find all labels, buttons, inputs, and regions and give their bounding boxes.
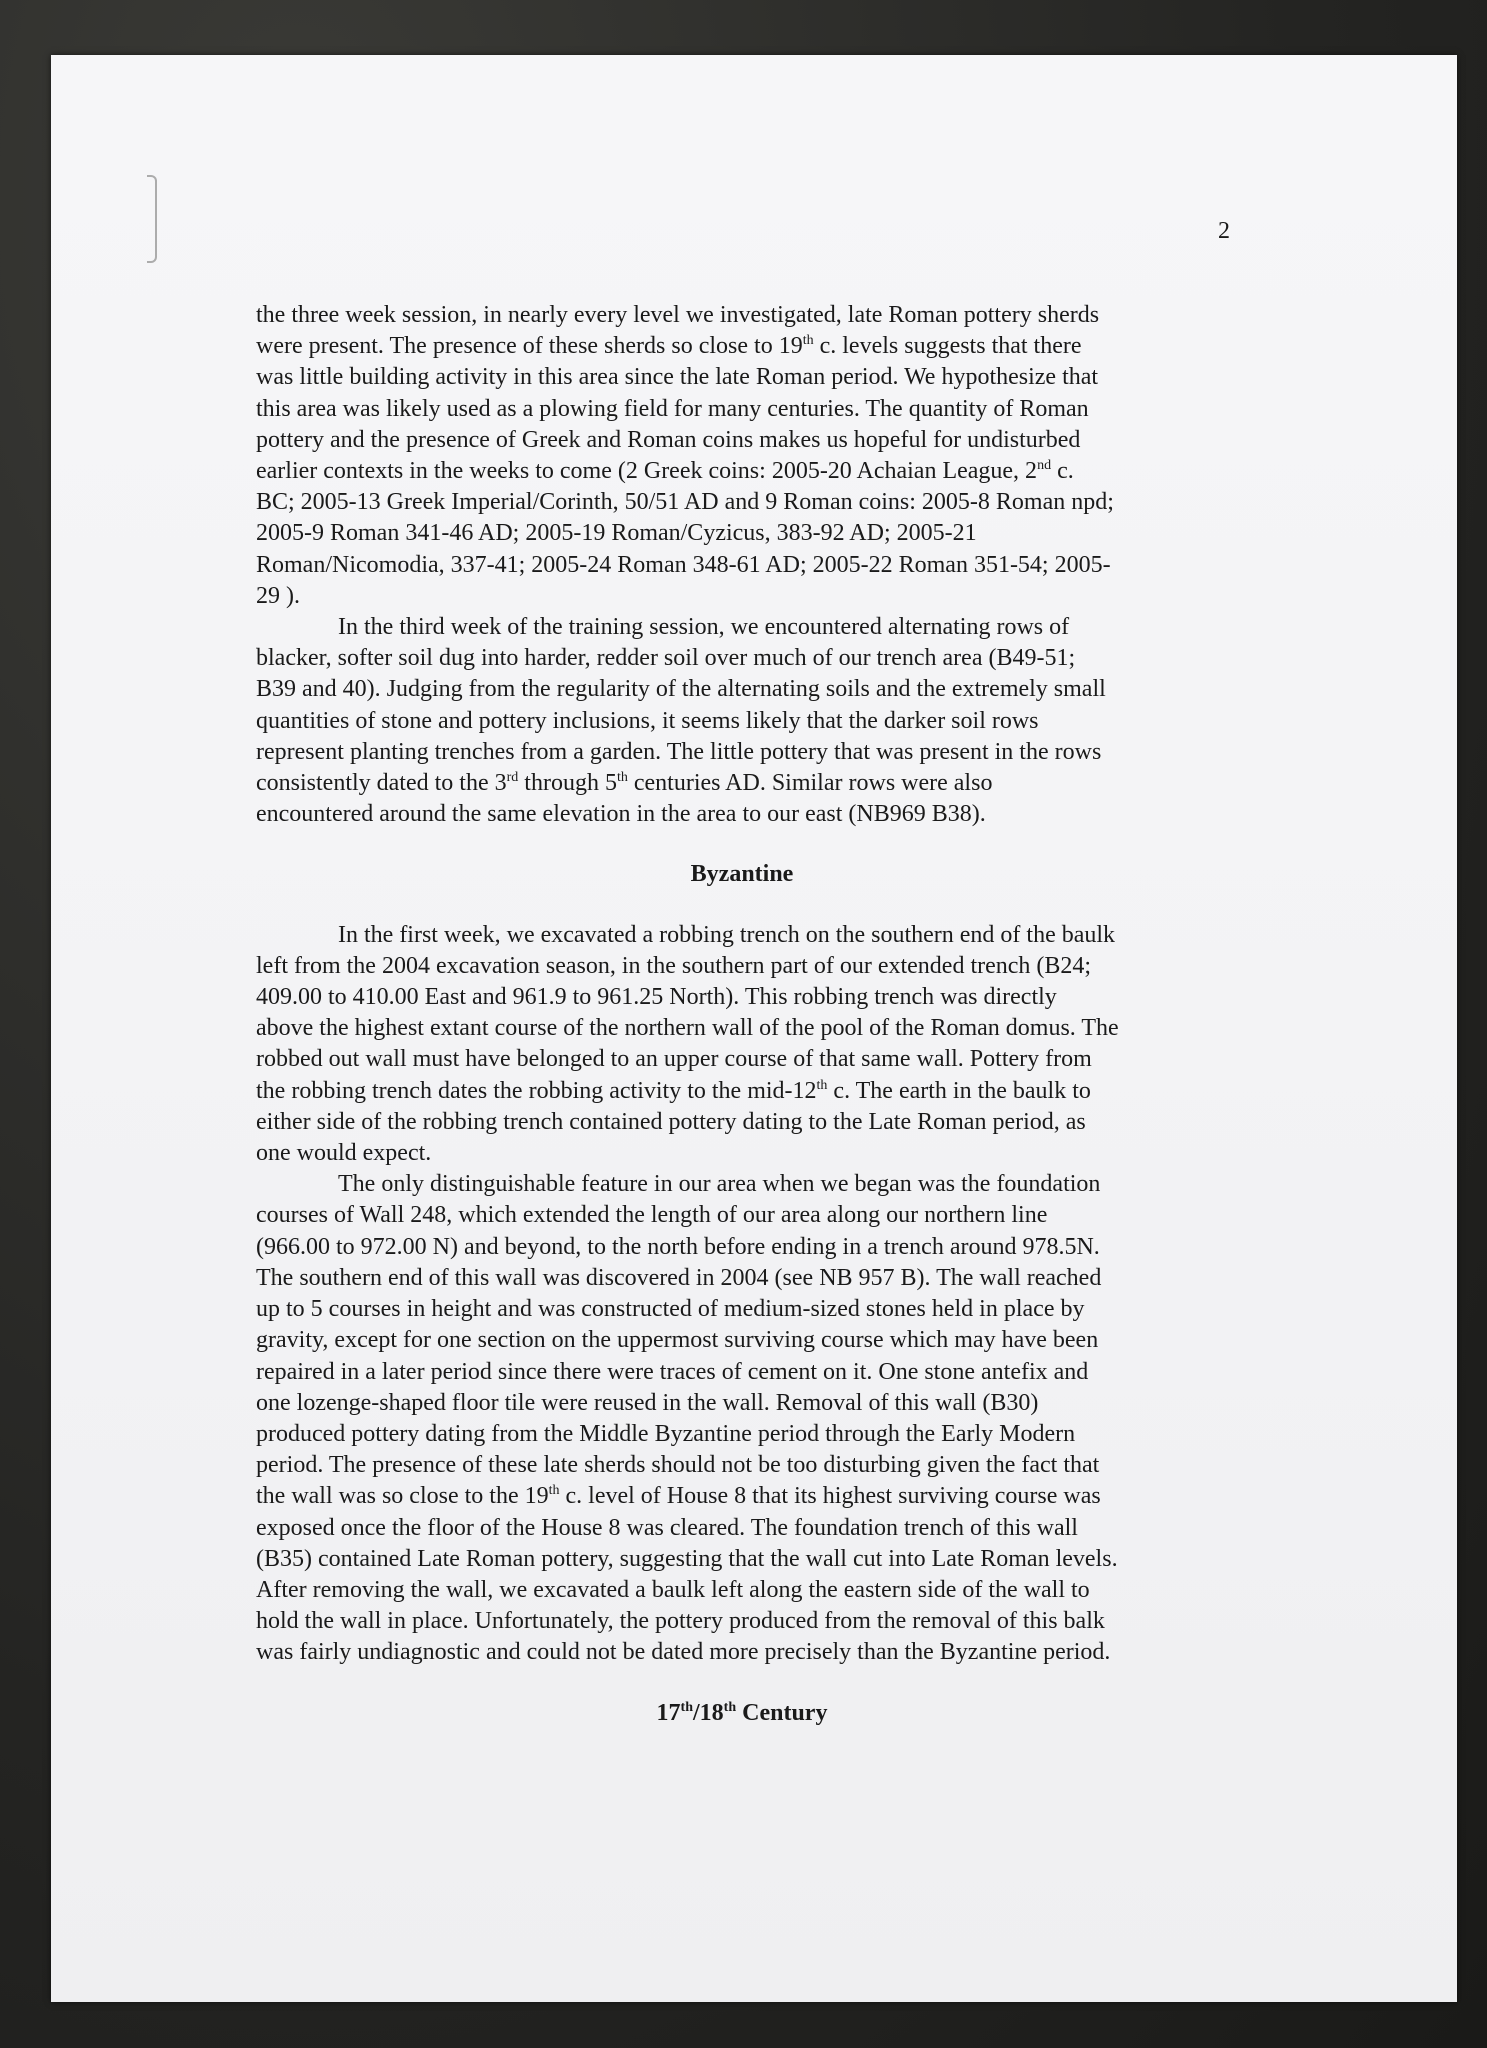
paragraph-roman-continued <box>256 300 1228 612</box>
text-line: B39 and 40). Judging from the regularity of the alternating soils and the extremely small <box>256 676 1106 703</box>
text-line: one lozenge-shaped floor tile were reused in the wall. Removal of this wall (B30) <box>256 1389 1039 1416</box>
text-line: hold the wall in place. Unfortunately, the pottery produced from the removal of this balk <box>256 1608 1105 1635</box>
text-line: period. The presence of these late sherds should not be too disturbing given the fact that <box>256 1452 1100 1479</box>
text-line: was little building activity in this area since the late Roman period. We hypothesize that <box>256 364 1099 391</box>
text-line: left from the 2004 excavation season, in the southern part of our extended trench (B24; <box>256 952 1092 979</box>
text-line: either side of the robbing trench contained pottery dating to the Late Roman period, as <box>256 1108 1086 1135</box>
text-line: encountered around the same elevation in the area to our east (NB969 B38). <box>256 801 986 828</box>
text-line: exposed once the floor of the House 8 was cleared. The foundation trench of this wall <box>256 1514 1078 1541</box>
text-line: pottery and the presence of Greek and Roman coins makes us hopeful for undisturbed <box>256 426 1081 453</box>
text-line: this area was likely used as a plowing field for many centuries. The quantity of Roman <box>256 395 1089 422</box>
text-line: robbed out wall must have belonged to an upper course of that same wall. Pottery from <box>256 1046 1092 1073</box>
text-line: the three week session, in nearly every level we investigated, late Roman pottery sherds <box>256 302 1100 328</box>
text-line: above the highest extant course of the northern wall of the pool of the Roman domus. The <box>256 1015 1119 1042</box>
text-line: the wall was so close to the 19th c. level of House 8 that its highest surviving course was <box>256 1483 1101 1510</box>
text-line: were present. The presence of these sherds so close to 19th c. levels suggests that there <box>256 333 1082 360</box>
text-line: the robbing trench dates the robbing activity to the mid-12th c. The earth in the baulk to <box>256 1077 1091 1104</box>
text-line: earlier contexts in the weeks to come (2 Greek coins: 2005-20 Achaian League, 2nd c. <box>256 458 1074 485</box>
paragraph-wall-248 <box>256 1169 1228 1668</box>
text-line: Roman/Nicomodia, 337-41; 2005-24 Roman 348-61 AD; 2005-22 Roman 351-54; 2005- <box>256 551 1111 578</box>
text-line: was fairly undiagnostic and could not be dated more precisely than the Byzantine period. <box>256 1639 1111 1666</box>
text-line: 409.00 to 410.00 East and 961.9 to 961.25 North). This robbing trench was directly <box>256 984 1057 1011</box>
section-heading-byzantine: Byzantine <box>690 861 794 888</box>
text-line: 29 ). <box>256 582 300 609</box>
text-line: The southern end of this wall was discovered in 2004 (see NB 957 B). The wall reached <box>256 1264 1102 1291</box>
paragraph-robbing-trench <box>256 920 1228 1170</box>
text-line: (966.00 to 972.00 N) and beyond, to the north before ending in a trench around 978.5N. <box>256 1233 1100 1260</box>
text-line: 2005-9 Roman 341-46 AD; 2005-19 Roman/Cyzicus, 383-92 AD; 2005-21 <box>256 520 977 547</box>
staple-mark <box>147 175 157 263</box>
text-line: blacker, softer soil dug into harder, redder soil over much of our trench area (B49-51; <box>256 645 1076 672</box>
text-line: repaired in a later period since there were traces of cement on it. One stone antefix and <box>256 1358 1089 1385</box>
text-line: represent planting trenches from a garden. The little pottery that was present in the rows <box>256 738 1102 765</box>
text-line: In the first week, we excavated a robbing trench on the southern end of the baulk <box>338 921 1116 948</box>
text-line: BC; 2005-13 Greek Imperial/Corinth, 50/51 AD and 9 Roman coins: 2005-8 Roman npd; <box>256 489 1114 516</box>
text-line: quantities of stone and pottery inclusions, it seems likely that the darker soil rows <box>256 707 1039 734</box>
paragraph-garden-rows <box>256 612 1228 830</box>
text-line: produced pottery dating from the Middle Byzantine period through the Early Modern <box>256 1420 1076 1447</box>
text-line: In the third week of the training session, we encountered alternating rows of <box>338 614 1070 641</box>
text-line: consistently dated to the 3rd through 5th centuries AD. Similar rows were also <box>256 770 993 797</box>
section-heading-17th-18th-century: 17th/18th Century <box>656 1699 828 1726</box>
text-line: After removing the wall, we excavated a baulk left along the eastern side of the wall to <box>256 1576 1090 1603</box>
text-line: one would expect. <box>256 1140 432 1167</box>
page-number: 2 <box>1218 218 1230 244</box>
text-line: The only distinguishable feature in our area when we began was the foundation <box>338 1171 1101 1198</box>
text-line: gravity, except for one section on the uppermost surviving course which may have been <box>256 1327 1099 1354</box>
text-line: up to 5 courses in height and was constructed of medium-sized stones held in place by <box>256 1296 1085 1323</box>
text-line: (B35) contained Late Roman pottery, suggesting that the wall cut into Late Roman levels. <box>256 1545 1118 1572</box>
text-line: courses of Wall 248, which extended the length of our area along our northern line <box>256 1202 1048 1229</box>
document-body <box>256 300 1228 1729</box>
